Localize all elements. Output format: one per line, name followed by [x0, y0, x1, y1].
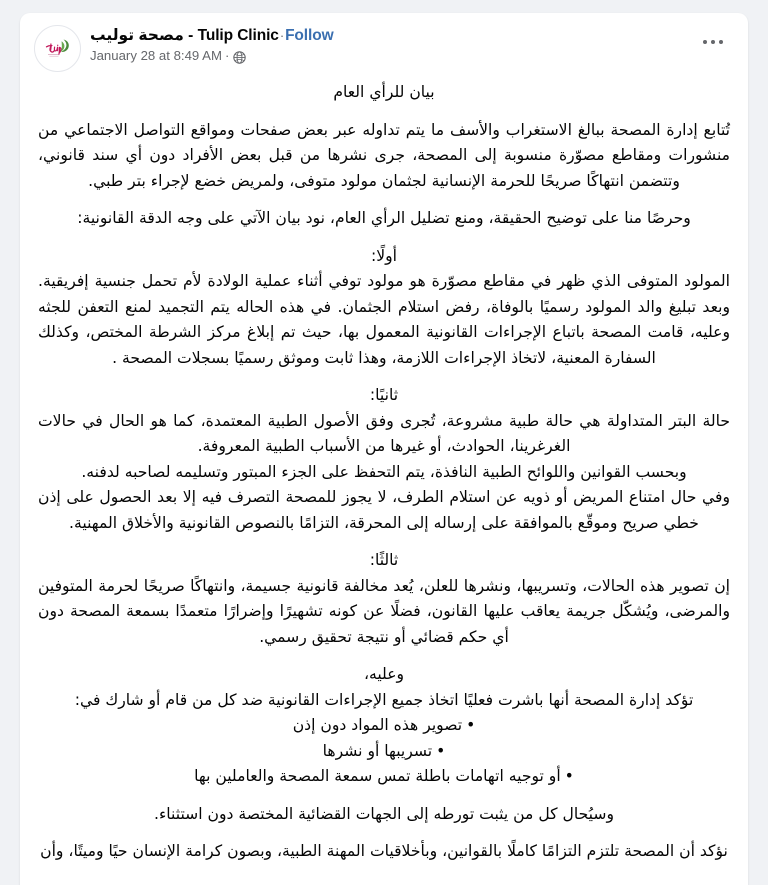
conclusion-heading: وعليه،: [363, 665, 405, 683]
post-header: [20, 13, 748, 76]
list-item-label: تصوير هذه المواد دون إذن: [292, 716, 463, 734]
closing-line-1: وسيُحال كل من يثبت تورطه إلى الجهات القضائية المختصة دون استثناء.: [154, 804, 614, 823]
globe-icon[interactable]: [233, 51, 246, 64]
post-timestamp[interactable]: January 28 at 8:49 AM: [90, 48, 222, 63]
author-name-separator: -: [188, 27, 194, 44]
spacer-2: [38, 194, 730, 206]
spacer-7: [38, 790, 730, 802]
section-two-body-1: حالة البتر المتداولة هي حالة طبية مشروعة، تُجرى وفق الأصول الطبية المعتمدة، كما هو الحال في حالات الغرغرينا، الحوادث، أو غيرها من الأسباب الطبية المعروفة.: [38, 411, 730, 455]
section-one-body: المولود المتوفى الذي ظهر في مقاطع مصوّرة هو مولود توفي أثناء عملية الولادة لأم تحمل جنسية إفريقية. وبعد تبليغ والد المولود رسميًا بالوفاة، رفض استلام الجثمان. في هذه الحاله يتم التجميد لمنع التعفن للجثه وعليه، قامت المصحة باتباع الإجراءات القانونية المعمول بها، حيث تم إبلاغ مركز الشرطة المختص، وكذلك السفارة المعنية، لاتخاذ الإجراءات اللازمة، وهذا ثابت وموثق رسميًا بسجلات المصحة .: [38, 272, 730, 367]
post-options-button[interactable]: [696, 25, 730, 59]
bullet-marker: •: [436, 741, 446, 760]
spacer-3: [38, 232, 730, 244]
avatar[interactable]: [34, 25, 81, 72]
list-item: [38, 713, 730, 739]
section-two-body-2: وبحسب القوانين واللوائح الطبية النافذة، يتم التحفظ على الجزء المبتور وتسليمه لصاحبه لدفنه.: [81, 462, 687, 481]
spacer-6: [38, 650, 730, 662]
list-item-label: أو توجيه اتهامات باطلة تمس سمعة المصحة والعاملين بها: [194, 767, 561, 785]
statement-title: بيان للرأي العام: [333, 83, 435, 101]
section-three-heading: ثالثًا:: [369, 551, 399, 569]
spacer-4: [38, 371, 730, 383]
facebook-post-card: [20, 13, 748, 885]
section-two-body-3: وفي حال امتناع المريض أو ذويه عن استلام الطرف، لا يجوز للمصحة التصرف فيه إلا بعد الحصول على إذن خطي صريح وموقّع بالموافقة على إرساله إلى المحرقة، التزامًا بالنصوص القانونية والأخلاق المهنية.: [38, 488, 730, 532]
name-middot: ·: [279, 28, 285, 43]
section-two-heading: ثانيًا:: [369, 386, 399, 404]
post-meta-line: [90, 47, 734, 65]
follow-button[interactable]: Follow: [285, 27, 334, 44]
statement-intro: تُتابع إدارة المصحة ببالغ الاستغراب والأسف ما يتم تداوله عبر بعض صفحات ومواقع التواصل الاجتماعي من منشورات ومقاطع مصوّرة منسوبة إلى المصحة، جرى نشرها من قبل بعض الأفراد دون أي سند قانوني، وتتضمن انتهاكًا صريحًا للحرمة الإنسانية لجثمان مولود متوفى، ولمريض خضع لإجراء بتر طبي.: [38, 120, 730, 190]
section-three-body: إن تصوير هذه الحالات، وتسريبها، ونشرها للعلن، يُعد مخالفة قانونية جسيمة، وانتهاكًا صريحًا لحرمة المتوفين والمرضى، ويُشكّل جريمة يعاقب عليها القانون، فضلًا عن كونه تشهيرًا وإضرارًا متعمدًا بسمعة المصحة دون أي حكم قضائي أو نتيجة تحقيق رسمي.: [38, 576, 730, 646]
bullet-marker: •: [466, 716, 476, 734]
list-item-label: تسريبها أو نشرها: [322, 741, 433, 760]
list-item: [38, 739, 730, 765]
post-body: [20, 76, 748, 885]
author-name-line: [90, 26, 734, 46]
spacer-1: [38, 106, 730, 118]
ellipsis-horizontal-icon: [703, 40, 723, 44]
post-header-text: [90, 25, 734, 65]
spacer-8: [38, 827, 730, 839]
conclusion-lead: تؤكد إدارة المصحة أنها باشرت فعليًا اتخاذ جميع الإجراءات القانونية ضد كل من قام أو شارك في:: [74, 690, 694, 709]
closing-line-2: نؤكد أن المصحة تلتزم التزامًا كاملًا بالقوانين، وبأخلاقيات المهنة الطبية، وبصون كرامة الإنسان حيًا وميتًا، وأن: [40, 842, 728, 860]
statement-purpose: وحرصًا منا على توضيح الحقيقة، ومنع تضليل الرأي العام، نود بيان الآتي على وجه الدقة القانونية:: [77, 209, 691, 227]
list-item: [38, 764, 730, 790]
meta-middot: ·: [224, 48, 230, 63]
author-name-english[interactable]: Tulip Clinic: [197, 27, 279, 44]
section-one-heading: أولًا:: [370, 246, 397, 265]
bullet-marker: •: [564, 767, 574, 785]
author-name-arabic[interactable]: مصحة توليب: [90, 27, 184, 44]
spacer-5: [38, 536, 730, 548]
tulip-clinic-logo-icon: [37, 28, 78, 69]
